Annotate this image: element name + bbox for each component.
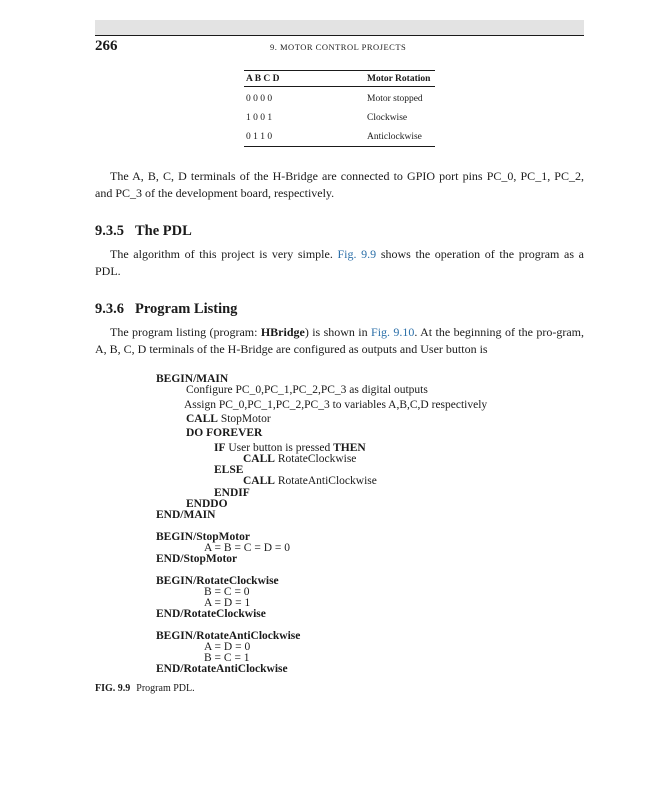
figure-caption bbox=[95, 683, 195, 694]
section-title: Program Listing bbox=[135, 301, 238, 317]
pdl-line: Assign PC_0,PC_1,PC_2,PC_3 to variables A,B,C,D respectively bbox=[184, 399, 488, 411]
pdl-line: END/RotateClockwise bbox=[156, 608, 266, 620]
pdl-line: A = B = C = D = 0 bbox=[204, 542, 291, 554]
pdl-line: BEGIN/MAIN bbox=[156, 373, 229, 385]
fig-9-9-link[interactable]: Fig. 9.9 bbox=[337, 247, 377, 261]
table-cell-rotation: Anticlockwise bbox=[367, 132, 422, 142]
pdl-line: A = D = 0 bbox=[204, 641, 251, 653]
pdl-line: ENDDO bbox=[186, 498, 228, 510]
pdl-line: B = C = 0 bbox=[204, 586, 250, 598]
paragraph-text: The A, B, C, D terminals of the H-Bridge are connected to GPIO port pins PC_0, PC_1, PC_2, and PC_3 of the development board, respectively. bbox=[95, 169, 584, 200]
pdl-line: A = D = 1 bbox=[204, 597, 251, 609]
pdl-keyword: IF bbox=[214, 442, 226, 454]
paragraph-text: ) is shown in bbox=[304, 325, 372, 339]
section-title: The PDL bbox=[135, 223, 192, 239]
section-number: 9.3.6 bbox=[95, 301, 124, 317]
table-cell-rotation: Motor stopped bbox=[367, 94, 423, 104]
figure-label: FIG. 9.9 bbox=[95, 683, 131, 694]
pdl-line: ENDIF bbox=[214, 487, 250, 499]
pdl-keyword: CALL bbox=[186, 413, 218, 425]
table-cell-abcd: 1 0 0 1 bbox=[246, 113, 273, 123]
pdl-keyword: THEN bbox=[333, 442, 366, 454]
page-number: 266 bbox=[95, 38, 118, 54]
pdl-line: BEGIN/RotateClockwise bbox=[156, 575, 279, 587]
paragraph-text: . At the beginning of the pro-gram, A, B, C, D terminals of the H-Bridge are configured as outputs and User button is bbox=[95, 325, 585, 356]
pdl-line: B = C = 1 bbox=[204, 652, 250, 664]
table-header-rotation: Motor Rotation bbox=[367, 74, 431, 84]
pdl-keyword: CALL bbox=[243, 475, 275, 487]
pdl-text: StopMotor bbox=[217, 413, 271, 425]
table-cell-rotation: Clockwise bbox=[367, 113, 408, 123]
pdl-line: BEGIN/StopMotor bbox=[156, 531, 250, 543]
paragraph-text: The program listing (program: bbox=[110, 325, 261, 339]
pdl-line: END/RotateAntiClockwise bbox=[156, 663, 288, 675]
section-number: 9.3.5 bbox=[95, 223, 124, 239]
pdl-text: User button is pressed bbox=[225, 442, 334, 454]
pdl-line: END/MAIN bbox=[156, 509, 216, 521]
paragraph-text: shows the operation of the program as a PDL. bbox=[95, 247, 584, 278]
pdl-line: DO FOREVER bbox=[186, 427, 263, 439]
paragraph-text: The algorithm of this project is very simple. bbox=[110, 247, 338, 261]
pdl-line: ELSE bbox=[214, 464, 244, 476]
pdl-line: Configure PC_0,PC_1,PC_2,PC_3 as digital outputs bbox=[186, 384, 428, 396]
pdl-line: BEGIN/RotateAntiClockwise bbox=[156, 630, 301, 642]
pdl-text: RotateAntiClockwise bbox=[274, 475, 377, 487]
table-cell-abcd: 0 0 0 0 bbox=[246, 94, 273, 104]
program-name: HBridge bbox=[260, 325, 305, 339]
table-header-abcd: A B C D bbox=[246, 74, 280, 84]
pdl-text: RotateClockwise bbox=[274, 453, 357, 465]
figure-caption-text: Program PDL. bbox=[136, 683, 195, 694]
running-head: 9. MOTOR CONTROL PROJECTS bbox=[270, 42, 407, 52]
pdl-line bbox=[243, 475, 377, 488]
table-cell-abcd: 0 1 1 0 bbox=[246, 132, 273, 142]
pdl-line bbox=[243, 453, 356, 466]
pdl-keyword: CALL bbox=[243, 453, 275, 465]
fig-9-10-link[interactable]: Fig. 9.10 bbox=[371, 325, 415, 339]
pdl-line bbox=[186, 413, 271, 426]
pdl-line: END/StopMotor bbox=[156, 553, 238, 565]
